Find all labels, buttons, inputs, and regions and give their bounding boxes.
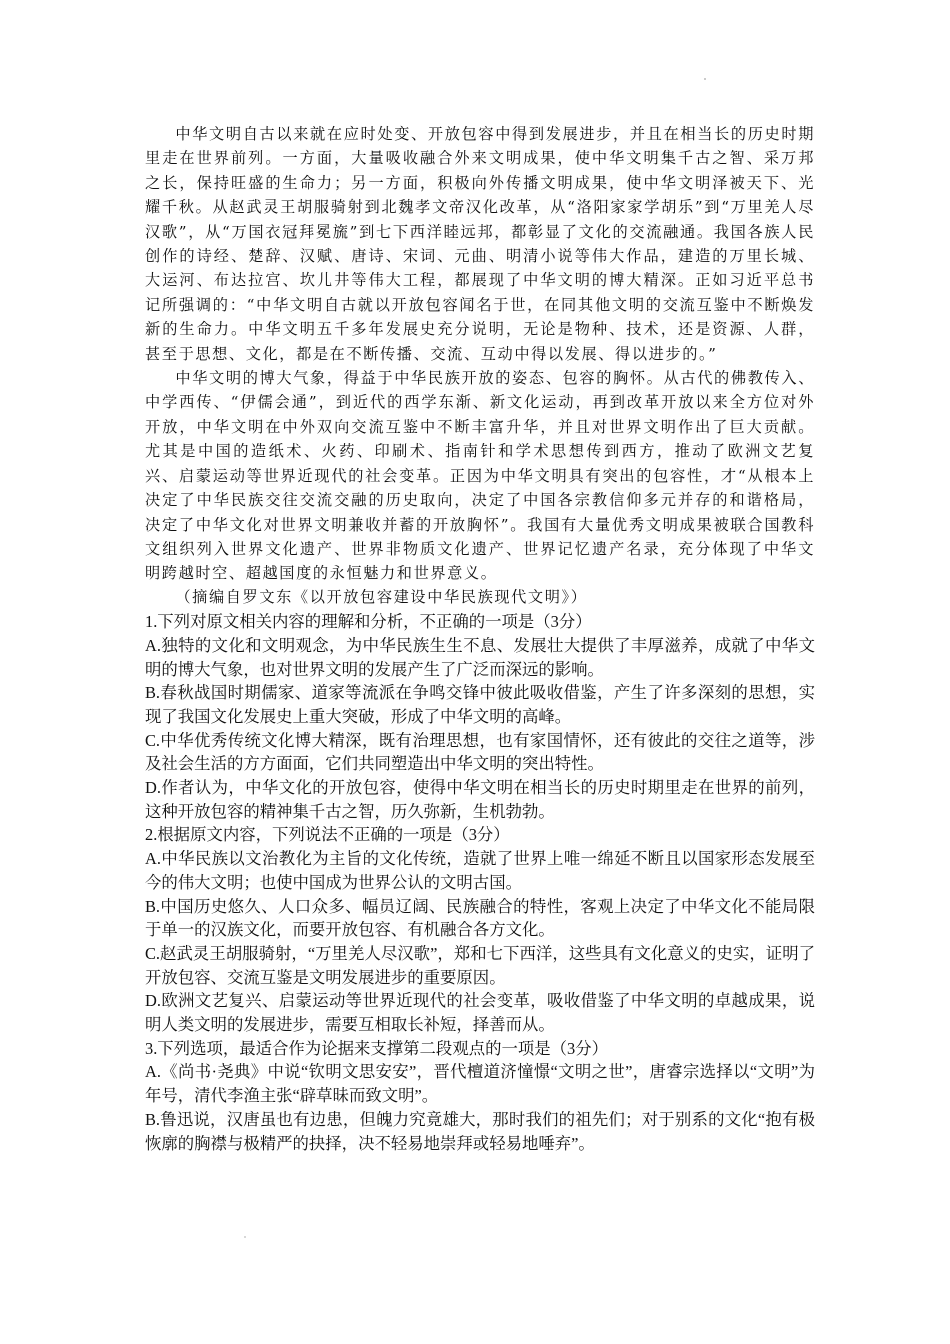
option-a: A.《尚书·尧典》中说“钦明文思安安”，晋代檀道济憧憬“文明之世”，唐睿宗选择以“文明”为年号，清代李渔主张“辟草昧而致文明”。	[145, 1062, 815, 1106]
option-d: D.作者认为，中华文化的开放包容，使得中华文明在相当长的历史时期里走在世界的前列，这种开放包容的精神集千古之智，历久弥新，生机勃勃。	[145, 778, 815, 821]
option-c: C.中华优秀传统文化博大精深，既有治理思想，也有家国情怀，还有彼此的交往之道等，涉及社会生活的方方面面，它们共同塑造出中华文明的突出特性。	[145, 730, 815, 774]
question-stem: 2.根据原文内容，下列说法不正确的一项是（3分）	[145, 825, 510, 845]
reading-passage	[145, 122, 815, 610]
passage-paragraph-2: 中华文明的博大气象，得益于中华民族开放的姿态、包容的胸怀。从古代的佛教传入、中学西传、“伊儒会通”，到近代的西学东渐、新文化运动，再到改革开放以来全方位对外开放，中华文明在中外双向交流互鉴中不断丰富升华，并且对世界文明作出了巨大贡献。尤其是中国的造纸术、火药、印刷术、指南针和学术思想传到西方，推动了欧洲文艺复兴、启蒙运动等世界近现代的社会变革。正因为中华文明具有突出的包容性，才“从根本上决定了中华民族交往交流交融的历史取向，决定了中国各宗教信仰多元并存的和谐格局，决定了中华文化对世界文明兼收并蓄的开放胸怀”。我国有大量优秀文明成果被联合国教科文组织列入世界文化遗产、世界非物质文化遗产、世界记忆遗产名录，充分体现了中华文明跨越时空、超越国度的永恒魅力和世界意义。	[145, 369, 815, 583]
option-b: B.中国历史悠久、人口众多、幅员辽阔、民族融合的特性，客观上决定了中华文化不能局限于单一的汉族文化，而要开放包容、有机融合各方文化。	[145, 896, 815, 940]
question-1	[145, 610, 815, 823]
passage-paragraph-1: 中华文明自古以来就在应时处变、开放包容中得到发展进步，并且在相当长的历史时期里走在世界前列。一方面，大量吸收融合外来文明成果，使中华文明集千古之智、采万邦之长，保持旺盛的生命力；另一方面，积极向外传播文明成果，使中华文明泽被天下、光耀千秋。从赵武灵王胡服骑射到北魏孝文帝汉化改革，从“洛阳家家学胡乐”到“万里羌人尽汉歌”，从“万国衣冠拜冕旒”到七下西洋睦远邦，都彰显了文化的交流融通。我国各族人民创作的诗经、楚辞、汉赋、唐诗、宋词、元曲、明清小说等伟大作品，建造的万里长城、大运河、布达拉宫、坎儿井等伟大工程，都展现了中华文明的博大精深。正如习近平总书记所强调的：“中华文明自古就以开放包容闻名于世，在同其他文明的交流互鉴中不断焕发新的生命力。中华文明五千多年发展史充分说明，无论是物种、技术，还是资源、人群，甚至于思想、文化，都是在不断传播、交流、互动中得以发展、得以进步的。”	[145, 125, 815, 363]
option-d: D.欧洲文艺复兴、启蒙运动等世界近现代的社会变革，吸收借鉴了中华文明的卓越成果，说明人类文明的发展进步，需要互相取长补短，择善而从。	[145, 991, 815, 1035]
option-b: B.春秋战国时期儒家、道家等流派在争鸣交锋中彼此吸收借鉴，产生了许多深刻的思想，实现了我国文化发展史上重大突破，形成了中华文明的高峰。	[145, 683, 815, 726]
question-3	[145, 1037, 815, 1156]
question-stem: 1.下列对原文相关内容的理解和分析，不正确的一项是（3分）	[145, 612, 592, 632]
passage-source: （摘编自罗文东《以开放包容建设中华民族现代文明》）	[175, 588, 588, 606]
scan-dot	[244, 1236, 246, 1238]
option-a: A.中华民族以文治教化为主旨的文化传统，造就了世界上唯一绵延不断且以国家形态发展至今的伟大文明；也使中国成为世界公认的文明古国。	[145, 849, 815, 892]
question-2	[145, 823, 815, 1036]
option-a: A.独特的文化和文明观念，为中华民族生生不息、发展壮大提供了丰厚滋养，成就了中华文明的博大气象，也对世界文明的发展产生了广泛而深远的影响。	[145, 635, 815, 679]
question-stem: 3.下列选项，最适合作为论据来支撑第二段观点的一项是（3分）	[145, 1038, 609, 1058]
option-c: C.赵武灵王胡服骑射，“万里羌人尽汉歌”，郑和七下西洋，这些具有文化意义的史实，证明了开放包容、交流互鉴是文明发展进步的重要原因。	[145, 943, 815, 987]
option-b: B.鲁迅说，汉唐虽也有边患，但魄力究竟雄大，那时我们的祖先们；对于别系的文化“抱有极恢廓的胸襟与极精严的抉择，决不轻易地崇拜或轻易地唾弃”。	[145, 1109, 815, 1153]
exam-page	[145, 122, 815, 1155]
scan-dot	[704, 78, 706, 80]
